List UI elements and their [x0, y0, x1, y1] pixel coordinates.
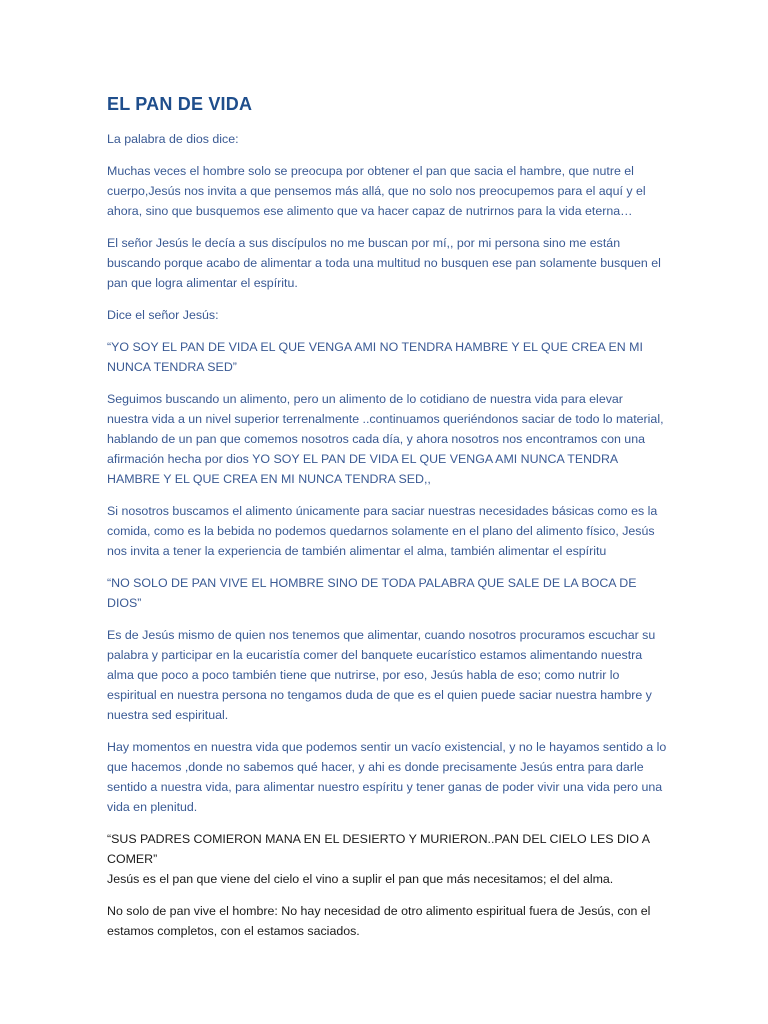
- paragraph: Si nosotros buscamos el alimento únicamente para saciar nuestras necesidades básicas como es la comida, como es la bebida no podemos quedarnos solamente en el plano del alimento físico, Jesús nos invita a tener la experiencia de también alimentar el alma, también alimentar el espíritu: [107, 504, 658, 558]
- paragraph: No solo de pan vive el hombre: No hay necesidad de otro alimento espiritual fuera de Jesús, con el estamos completos, con el estamos saciados.: [107, 904, 651, 938]
- paragraph: Dice el señor Jesús:: [107, 308, 219, 322]
- quote-paragraph: “YO SOY EL PAN DE VIDA EL QUE VENGA AMI NO TENDRA HAMBRE Y EL QUE CREA EN MI NUNCA TENDRA SED”: [107, 340, 643, 374]
- paragraph: Jesús es el pan que viene del cielo el vino a suplir el pan que más necesitamos; el del alma.: [107, 872, 614, 886]
- paragraph: Seguimos buscando un alimento, pero un alimento de lo cotidiano de nuestra vida para elevar nuestra vida a un nivel superior terrenalmente ..continuamos queriéndonos saciar de todo lo material, hablando de un pan que comemos nosotros cada día, y ahora nosotros nos encontramos con una afirmación hecha por dios YO SOY EL PAN DE VIDA EL QUE VENGA AMI NUNCA TENDRA HAMBRE Y EL QUE CREA EN MI NUNCA TENDRA SED,,: [107, 392, 664, 486]
- paragraph: Es de Jesús mismo de quien nos tenemos que alimentar, cuando nosotros procuramos escuchar su palabra y participar en la eucaristía comer del banquete eucarístico estamos alimentando nuestra alma que poco a poco también tiene que nutrirse, por eso, Jesús habla de eso; como nutrir lo espiritual en nuestra persona no tengamos duda de que es el quien puede saciar nuestra hambre y nuestra sed espiritual.: [107, 628, 656, 722]
- document-page: [107, 94, 667, 953]
- paragraph: Hay momentos en nuestra vida que podemos sentir un vacío existencial, y no le hayamos sentido a lo que hacemos ,donde no sabemos qué hacer, y ahi es donde precisamente Jesús entra para darle sentido a nuestra vida, para alimentar nuestro espíritu y tener ganas de poder vivir una vida pero una vida en plenitud.: [107, 740, 667, 814]
- paragraph: Muchas veces el hombre solo se preocupa por obtener el pan que sacia el hambre, que nutre el cuerpo,Jesús nos invita a que pensemos más allá, que no solo nos preocupemos para el aquí y el ahora, sino que busquemos ese alimento que va hacer capaz de nutrirnos para la vida eterna…: [107, 164, 646, 218]
- quote-paragraph: “SUS PADRES COMIERON MANA EN EL DESIERTO Y MURIERON..PAN DEL CIELO LES DIO A COMER”: [107, 832, 650, 866]
- document-title: EL PAN DE VIDA: [107, 94, 253, 114]
- paragraph-intro: La palabra de dios dice:: [107, 132, 239, 146]
- quote-paragraph: “NO SOLO DE PAN VIVE EL HOMBRE SINO DE TODA PALABRA QUE SALE DE LA BOCA DE DIOS”: [107, 576, 637, 610]
- paragraph: El señor Jesús le decía a sus discípulos no me buscan por mí,, por mi persona sino me están buscando porque acabo de alimentar a toda una multitud no busquen ese pan solamente busquen el pan que logra alimentar el espíritu.: [107, 236, 661, 290]
